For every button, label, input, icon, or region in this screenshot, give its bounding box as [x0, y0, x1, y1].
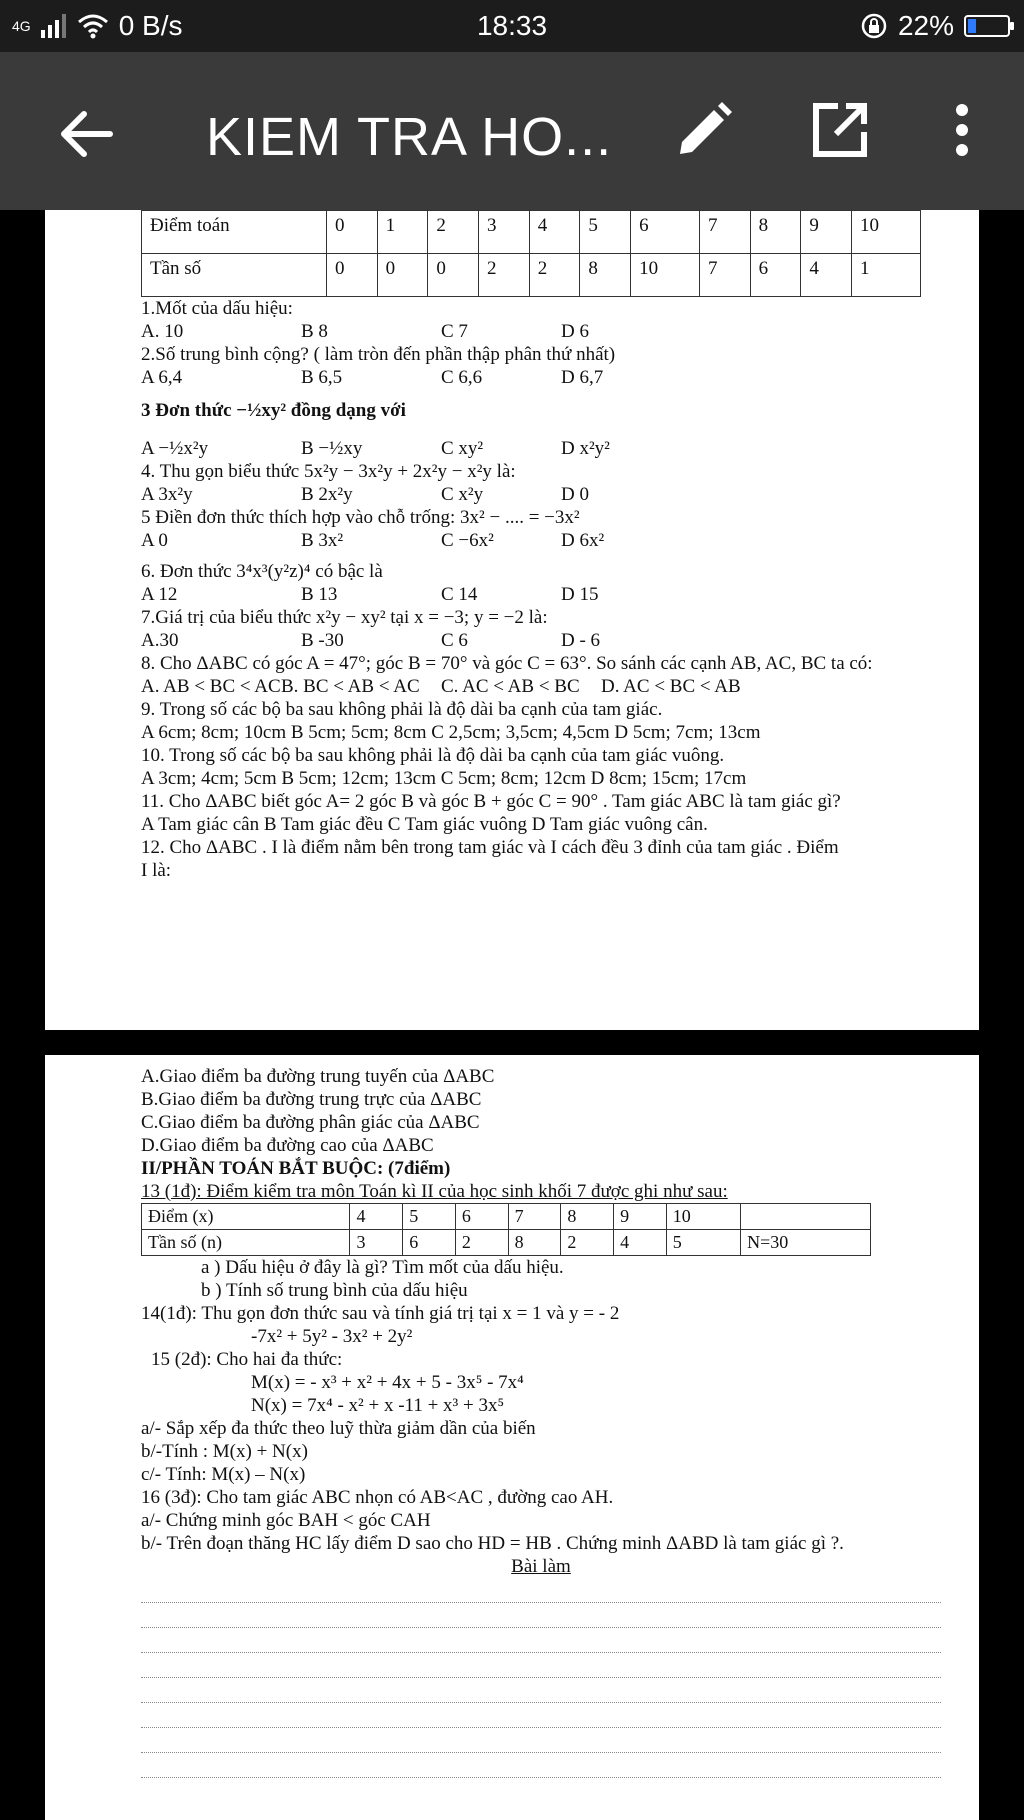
table-cell: 10: [666, 1204, 740, 1230]
answer-option: C 14: [441, 584, 478, 605]
table-cell: 6: [631, 211, 700, 254]
answer-option: A 12: [141, 584, 178, 605]
battery-fill: [968, 19, 976, 33]
table-cell: 1: [852, 254, 921, 297]
answer-line: [141, 1578, 941, 1603]
question-10-options: A 3cm; 4cm; 5cm B 5cm; 12cm; 13cm C 5cm; 8cm; 12cm D 8cm; 15cm; 17cm: [141, 768, 747, 789]
table-row: [142, 254, 921, 297]
question-12-option-d: D.Giao điểm ba đường cao của ΔABC: [141, 1135, 434, 1156]
answer-option: C. AC < AB < BC: [441, 676, 580, 697]
app-bar: [0, 52, 1024, 210]
table-cell: 4: [614, 1230, 667, 1256]
question-4: 4. Thu gọn biểu thức 5x²y − 3x²y + 2x²y − x²y là:: [141, 461, 516, 482]
table-row: [142, 1230, 871, 1256]
question-14: 14(1đ): Thu gọn đơn thức sau và tính giá trị tại x = 1 và y = - 2: [141, 1303, 620, 1324]
question-12: 12. Cho ΔABC . I là điểm nằm bên trong tam giác và I cách đều 3 đỉnh của tam giác . Điểm: [141, 837, 839, 858]
table-cell: 5: [580, 211, 631, 254]
table-cell: [741, 1204, 871, 1230]
document-page-2[interactable]: [45, 1055, 979, 1820]
question-11-options: A Tam giác cân B Tam giác đều C Tam giác vuông D Tam giác vuông cân.: [141, 814, 708, 835]
table-cell: 9: [614, 1204, 667, 1230]
question-10: 10. Trong số các bộ ba sau không phải là độ dài ba cạnh của tam giác vuông.: [141, 745, 725, 766]
polynomial-n: N(x) = 7x⁴ - x² + x -11 + x³ + 3x⁵: [251, 1395, 505, 1416]
question-9-text: 9. Trong số các bộ ba sau không phải là độ dài ba cạnh của tam giác.: [141, 699, 663, 720]
answer-line: [141, 1653, 941, 1678]
answer-option: C x²y: [441, 484, 484, 505]
table-cell: 4: [801, 254, 852, 297]
question-13b: b ) Tính số trung bình của dấu hiệu: [201, 1280, 468, 1301]
table-cell: 6: [750, 254, 801, 297]
open-in-new-icon[interactable]: [808, 98, 872, 162]
exam-score-table: [141, 1203, 871, 1256]
answer-option: B -30: [301, 630, 344, 651]
question-12-option-c: C.Giao điểm ba đường phân giác của ΔABC: [141, 1112, 480, 1133]
score-frequency-table: [141, 210, 921, 297]
answer-lines: [141, 1578, 941, 1778]
answer-option: B 2x²y: [301, 484, 353, 505]
answer-option: D. AC < BC < AB: [601, 676, 741, 697]
answer-option: B 13: [301, 584, 338, 605]
answer-option: C 6,6: [441, 367, 483, 388]
table-cell: 2: [561, 1230, 614, 1256]
question-16: 16 (3đ): Cho tam giác ABC nhọn có AB<AC , đường cao AH.: [141, 1487, 614, 1508]
table-cell: Điểm toán: [142, 211, 327, 254]
question-12-continued: I là:: [141, 860, 172, 881]
answer-option: D x²y²: [561, 438, 610, 459]
question-3-options: [141, 422, 941, 460]
answer-line: [141, 1628, 941, 1653]
question-4-options: [141, 483, 941, 506]
question-13: 13 (1đ): Điểm kiểm tra môn Toán kì II của học sinh khối 7 được ghi như sau:: [141, 1181, 728, 1202]
table-cell: 7: [699, 211, 750, 254]
table-cell: 2: [479, 254, 530, 297]
status-bar: [0, 0, 1024, 52]
answer-option: D 0: [561, 484, 589, 505]
answer-option: B. BC < AB < AC: [281, 676, 420, 697]
question-15b: b/-Tính : M(x) + N(x): [141, 1441, 308, 1462]
table-cell: 2: [428, 211, 479, 254]
answer-option: A 3x²y: [141, 484, 193, 505]
battery-percent: 22%: [897, 10, 954, 41]
question-5-options: [141, 529, 941, 552]
question-13a: a ) Dấu hiệu ở đây là gì? Tìm mốt của dấu hiệu.: [201, 1257, 564, 1278]
question-3: [141, 399, 941, 422]
table-cell: 4: [350, 1204, 403, 1230]
table-row: [142, 1204, 871, 1230]
rotation-lock-icon: [860, 12, 888, 40]
table-cell: 0: [326, 254, 377, 297]
table-cell: 0: [326, 211, 377, 254]
question-1: 1.Mốt của dấu hiệu:: [141, 298, 293, 319]
table-cell: 8: [508, 1230, 561, 1256]
polynomial-m: M(x) = - x³ + x² + 4x + 5 - 3x⁵ - 7x⁴: [251, 1372, 524, 1393]
answer-heading: Bài làm: [511, 1556, 571, 1577]
answer-option: B 8: [301, 321, 328, 342]
table-cell: 8: [750, 211, 801, 254]
answer-option: B 3x²: [301, 530, 344, 551]
table-cell: 6: [403, 1230, 456, 1256]
table-cell: 7: [699, 254, 750, 297]
answer-option: C −6x²: [441, 530, 494, 551]
table-cell: 2: [529, 254, 580, 297]
question-8-options: [141, 675, 941, 698]
question-5: 5 Điền đơn thức thích hợp vào chỗ trống: 3x² − .... = −3x²: [141, 507, 580, 528]
question-15c: c/- Tính: M(x) – N(x): [141, 1464, 306, 1485]
answer-option: C 6: [441, 630, 468, 651]
table-cell: 3: [350, 1230, 403, 1256]
table-cell: 0: [428, 254, 479, 297]
document-title: KIEM TRA HO...: [206, 107, 613, 167]
battery-icon: [964, 15, 1010, 37]
answer-line: [141, 1678, 941, 1703]
table-cell: 6: [455, 1204, 508, 1230]
table-cell: 2: [455, 1230, 508, 1256]
question-8: 8. Cho ΔABC có góc A = 47°; góc B = 70° và góc C = 63°. So sánh các cạnh AB, AC, BC ta có:: [141, 653, 873, 674]
table-cell: 8: [561, 1204, 614, 1230]
table-cell: 5: [403, 1204, 456, 1230]
table-cell: 5: [666, 1230, 740, 1256]
question-3-text: 3 Đơn thức −½xy² đồng dạng với: [141, 400, 406, 421]
question-11: 11. Cho ΔABC biết góc A= 2 góc B và góc B + góc C = 90° . Tam giác ABC là tam giác gì?: [141, 791, 841, 812]
question-15a: a/- Sắp xếp đa thức theo luỹ thừa giảm dần của biến: [141, 1418, 536, 1439]
answer-option: A −½x²y: [141, 438, 209, 459]
answer-option: A.30: [141, 630, 179, 651]
question-16a: a/- Chứng minh góc BAH < góc CAH: [141, 1510, 431, 1531]
answer-line: [141, 1603, 941, 1628]
status-right: [860, 10, 1010, 42]
table-cell: 0: [377, 254, 428, 297]
answer-line: [141, 1703, 941, 1728]
table-cell: 10: [852, 211, 921, 254]
question-16b: b/- Trên đoạn thăng HC lấy điểm D sao cho HD = HB . Chứng minh ΔABD là tam giác gì ?.: [141, 1533, 844, 1554]
answer-option: A 0: [141, 530, 168, 551]
more-vert-icon[interactable]: [940, 98, 984, 162]
table-cell: N=30: [741, 1230, 871, 1256]
table-cell: Tần số (n): [142, 1230, 350, 1256]
section-heading: II/PHẦN TOÁN BẮT BUỘC: (7điểm): [141, 1158, 451, 1179]
edit-pencil-icon[interactable]: [672, 98, 736, 162]
table-cell: Tần số: [142, 254, 327, 297]
question-1-options: [141, 320, 941, 343]
question-9-options: A 6cm; 8cm; 10cm B 5cm; 5cm; 8cm C 2,5cm; 3,5cm; 4,5cm D 5cm; 7cm; 13cm: [141, 722, 761, 743]
table-row: [142, 211, 921, 254]
table-cell: 7: [508, 1204, 561, 1230]
answer-option: C xy²: [441, 438, 484, 459]
question-14-expression: -7x² + 5y² - 3x² + 2y²: [251, 1326, 413, 1347]
answer-option: B 6,5: [301, 367, 343, 388]
question-6-options: [141, 583, 941, 606]
network-speed: 0 B/s: [118, 10, 183, 41]
question-2-options: [141, 366, 941, 389]
answer-option: A. AB < BC < AC: [141, 676, 281, 697]
document-page-1[interactable]: [45, 210, 979, 1030]
question-12-option-b: B.Giao điểm ba đường trung trực của ΔABC: [141, 1089, 482, 1110]
table-cell: 1: [377, 211, 428, 254]
network-label: 4G: [12, 18, 31, 34]
question-6: 6. Đơn thức 3⁴x³(y²z)⁴ có bậc là: [141, 561, 383, 582]
question-7: 7.Giá trị của biểu thức x²y − xy² tại x = −3; y = −2 là:: [141, 607, 548, 628]
table-cell: 10: [631, 254, 700, 297]
question-15: 15 (2đ): Cho hai đa thức:: [151, 1349, 343, 1370]
table-cell: 9: [801, 211, 852, 254]
back-arrow-icon[interactable]: [54, 102, 118, 166]
question-2: 2.Số trung bình cộng? ( làm tròn đến phần thập phân thứ nhất): [141, 344, 616, 365]
answer-line: [141, 1753, 941, 1778]
answer-option: B −½xy: [301, 438, 363, 459]
answer-option: C 7: [441, 321, 468, 342]
answer-option: A 6,4: [141, 367, 183, 388]
clock: 18:33: [476, 10, 548, 41]
question-9: [141, 698, 941, 721]
answer-option: D 15: [561, 584, 599, 605]
question-12-option-a: A.Giao điểm ba đường trung tuyến của ΔABC: [141, 1066, 495, 1087]
answer-option: D - 6: [561, 630, 601, 651]
answer-line: [141, 1728, 941, 1753]
answer-option: D 6x²: [561, 530, 605, 551]
table-cell: 4: [529, 211, 580, 254]
answer-option: D 6: [561, 321, 589, 342]
table-cell: Điểm (x): [142, 1204, 350, 1230]
table-cell: 8: [580, 254, 631, 297]
question-7-options: [141, 629, 941, 652]
table-cell: 3: [479, 211, 530, 254]
answer-option: A. 10: [141, 321, 184, 342]
answer-option: D 6,7: [561, 367, 604, 388]
